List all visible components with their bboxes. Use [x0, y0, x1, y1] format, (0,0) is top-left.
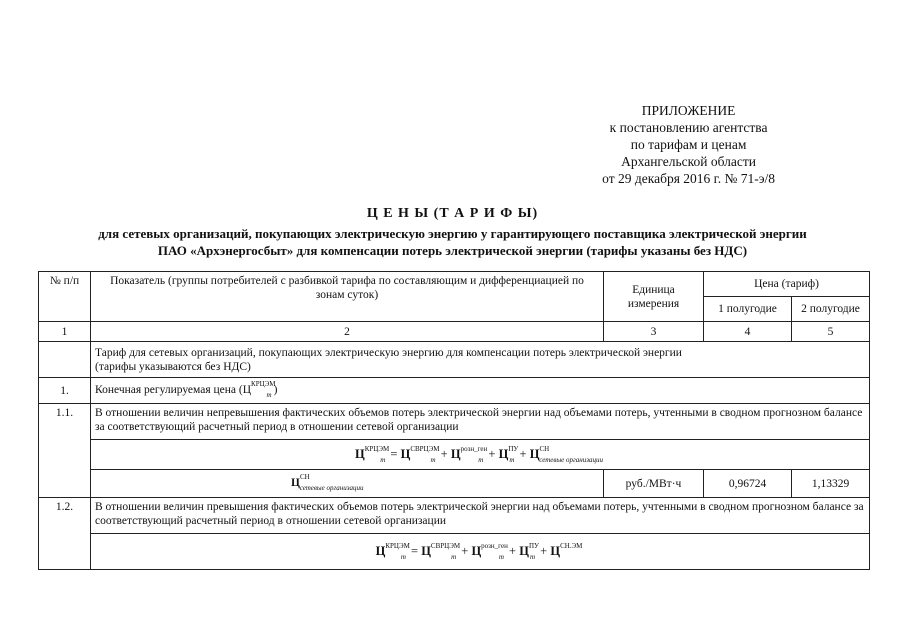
- formula-symbol: [410, 444, 440, 464]
- formula-cell: [91, 534, 870, 570]
- formula-op: +: [509, 543, 517, 558]
- formula-letter: Ц: [529, 446, 540, 461]
- column-number-row: [39, 322, 870, 342]
- row-text: В отношении величин превышения фактических объемов потерь электрической энергии над объемами потерь, учтенными в сводном прогнозном балансе за соответствующий расчетный период в отношении сетевой организации: [91, 498, 870, 534]
- formula-op: +: [440, 446, 448, 461]
- formula-sup: КРЦЭМ: [251, 380, 276, 388]
- formula-symbol: [560, 541, 584, 560]
- colnum-cell: 5: [792, 322, 870, 342]
- table-row: [39, 470, 870, 498]
- tariff-table: [38, 271, 870, 570]
- subtitle-line: ПАО «Архэнергосбыт» для компенсации потерь электрической энергии (тарифы указаны без НДС): [157, 243, 748, 258]
- formula-sup: СН: [299, 473, 310, 481]
- header-price: Цена (тариф): [704, 272, 870, 297]
- formula-sup: розн_ген: [481, 541, 508, 550]
- value-half2: 1,13329: [792, 470, 870, 498]
- formula-letter: Ц: [450, 446, 461, 461]
- formula-sup: СВРЦЭМ: [410, 444, 440, 453]
- formula-row: [39, 534, 870, 570]
- formula-symbol: [539, 444, 605, 464]
- formula-symbol: [430, 541, 461, 561]
- formula-sup: ПУ: [508, 444, 519, 453]
- formula-sup: СН: [539, 444, 550, 453]
- appendix-header: [602, 102, 775, 187]
- formula-symbol: [251, 380, 276, 399]
- formula-sup: розн_ген: [460, 444, 488, 453]
- formula-sub: m: [400, 552, 406, 561]
- formula-sup: КРЦЭМ: [385, 541, 410, 550]
- formula-symbol: [364, 444, 390, 464]
- formula-symbol: [385, 541, 410, 561]
- header-half2: 2 полугодие: [792, 297, 870, 322]
- formula-sub: m: [478, 455, 484, 464]
- formula-symbol: [481, 541, 508, 561]
- formula-op: +: [488, 446, 496, 461]
- header-num: № п/п: [39, 272, 91, 322]
- formula-sub: m: [266, 391, 272, 399]
- appendix-label: ПРИЛОЖЕНИЕ: [641, 103, 736, 118]
- unit-cell: руб./МВт·ч: [604, 470, 704, 498]
- formula-letter: Ц: [375, 543, 386, 558]
- formula-op: =: [390, 446, 398, 461]
- table-row: [39, 378, 870, 404]
- formula-sup: СН.ЭМ: [560, 541, 583, 550]
- formula-letter: Ц: [400, 446, 411, 461]
- appendix-line: к постановлению агентства: [609, 120, 768, 135]
- formula-sub: сетевые организации: [299, 484, 364, 492]
- row-text: В отношении величин непревышения фактических объемов потерь электрической энергии над объемами потерь, учтенными в сводном прогнозном балансе за соответствующий расчетный период в отношении сетевой организации: [91, 404, 870, 440]
- value-half1: 0,96724: [704, 470, 792, 498]
- section-row: [39, 342, 870, 378]
- row-text: [91, 378, 870, 404]
- formula-symbol: [528, 541, 539, 561]
- section-text-content: Тариф для сетевых организаций, покупающих электрическую энергию для компенсации потерь электрической энергии (тарифы указываются без НДС): [95, 346, 682, 373]
- formula-cell: [91, 440, 870, 470]
- formula-op: +: [519, 446, 527, 461]
- header-indicator: Показатель (группы потребителей с разбивкой тарифа по составляющим и дифференциацией по зонам суток): [91, 272, 604, 322]
- formula-sub: m: [451, 552, 457, 561]
- row-text-main: Конечная регулируемая цена (Ц: [95, 384, 252, 396]
- formula-op: +: [461, 543, 469, 558]
- appendix-line: по тарифам и ценам: [630, 137, 747, 152]
- formula-sub: m: [498, 552, 504, 561]
- appendix-line: Архангельской области: [621, 154, 757, 169]
- document-subtitle: [40, 225, 865, 259]
- formula-op: +: [540, 543, 548, 558]
- row-text-close: ): [273, 384, 278, 396]
- formula-sub: m: [380, 455, 386, 464]
- formula-symbol: [299, 473, 366, 492]
- row-num: 1.: [39, 378, 91, 404]
- formula-symbol: [460, 444, 488, 464]
- header-unit: Единица измерения: [604, 272, 704, 322]
- empty-cell: [39, 342, 91, 378]
- row-num: 1.1.: [39, 404, 91, 498]
- formula-sub: m: [509, 455, 515, 464]
- formula-sub: m: [430, 455, 436, 464]
- formula-symbol: [508, 444, 519, 464]
- formula-letter: Ц: [550, 543, 561, 558]
- header-row: [39, 272, 870, 297]
- formula-letter: Ц: [355, 446, 365, 461]
- formula-letter: Ц: [291, 477, 300, 489]
- table-row: [39, 404, 870, 440]
- colnum-cell: 4: [704, 322, 792, 342]
- formula-letter: Ц: [421, 543, 431, 558]
- row-num: 1.2.: [39, 498, 91, 570]
- formula-row: [39, 440, 870, 470]
- document-title: Ц Е Н Ы (Т А Р И Ф Ы): [366, 206, 539, 221]
- formula-sub: m: [529, 552, 536, 561]
- formula-letter: Ц: [498, 446, 509, 461]
- row-text: [91, 470, 604, 498]
- formula-letter: Ц: [471, 543, 482, 558]
- formula-sup: СВРЦЭМ: [430, 541, 461, 550]
- section-text: [91, 342, 870, 378]
- colnum-cell: 3: [604, 322, 704, 342]
- header-half1: 1 полугодие: [704, 297, 792, 322]
- formula-sub: сетевые организации: [539, 455, 603, 464]
- table-row: [39, 498, 870, 534]
- subtitle-line: для сетевых организаций, покупающих электрическую энергию у гарантирующего поставщика электрической энергии: [98, 226, 807, 241]
- colnum-cell: 2: [91, 322, 604, 342]
- formula-op: =: [411, 543, 419, 558]
- formula-sup: ПУ: [528, 541, 539, 550]
- formula-sup: КРЦЭМ: [364, 444, 390, 453]
- colnum-cell: 1: [39, 322, 91, 342]
- appendix-date: от 29 декабря 2016 г. № 71-э/8: [602, 171, 775, 186]
- formula-letter: Ц: [519, 543, 529, 558]
